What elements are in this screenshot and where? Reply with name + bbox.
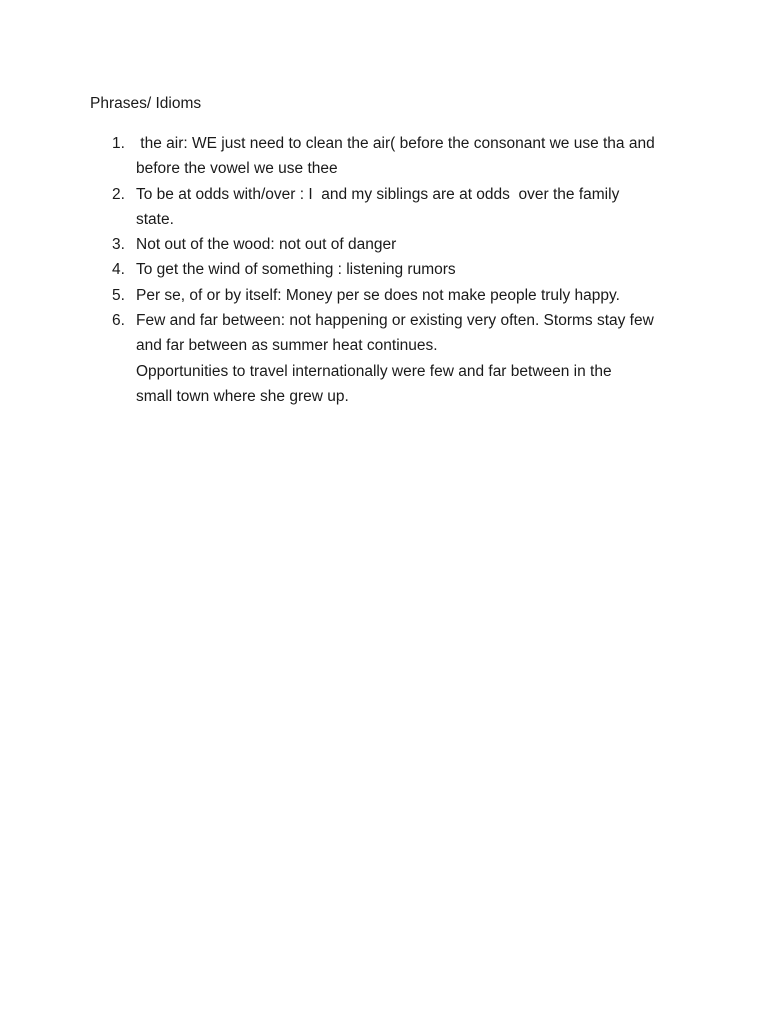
list-item-text: before the vowel we use thee	[136, 160, 338, 178]
list-item-text: To be at odds with/over : I and my siblings are at odds over the family	[136, 185, 620, 203]
list-item-text: Not out of the wood: not out of danger	[136, 236, 397, 254]
list-item-2	[90, 182, 690, 233]
list-item-text: Few and far between: not happening or existing very often. Storms stay few	[136, 312, 654, 330]
list-item-3	[90, 232, 690, 257]
list-number: 1.	[112, 135, 125, 152]
list-item-6	[90, 308, 690, 409]
list-item-5	[90, 283, 690, 308]
list-item-text: the air: WE just need to clean the air( before the consonant we use tha and	[136, 135, 655, 152]
list-item-text: Per se, of or by itself: Money per se does not make people truly happy.	[136, 286, 620, 304]
list-item-4	[90, 257, 690, 282]
document-heading: Phrases/ Idioms	[90, 95, 202, 112]
list-number: 2.	[112, 185, 125, 203]
list-item-text: To get the wind of something : listening rumors	[136, 261, 456, 279]
list-item-text: state.	[136, 210, 174, 228]
list-item-text: and far between as summer heat continues.	[136, 337, 438, 355]
idiom-list	[90, 131, 690, 409]
list-item-text: small town where she grew up.	[136, 387, 349, 405]
list-number: 5.	[112, 286, 125, 304]
list-number: 4.	[112, 261, 125, 279]
list-number: 6.	[112, 312, 125, 330]
list-number: 3.	[112, 236, 125, 254]
list-item-text: Opportunities to travel internationally were few and far between in the	[136, 362, 612, 380]
list-item-1	[90, 131, 690, 182]
